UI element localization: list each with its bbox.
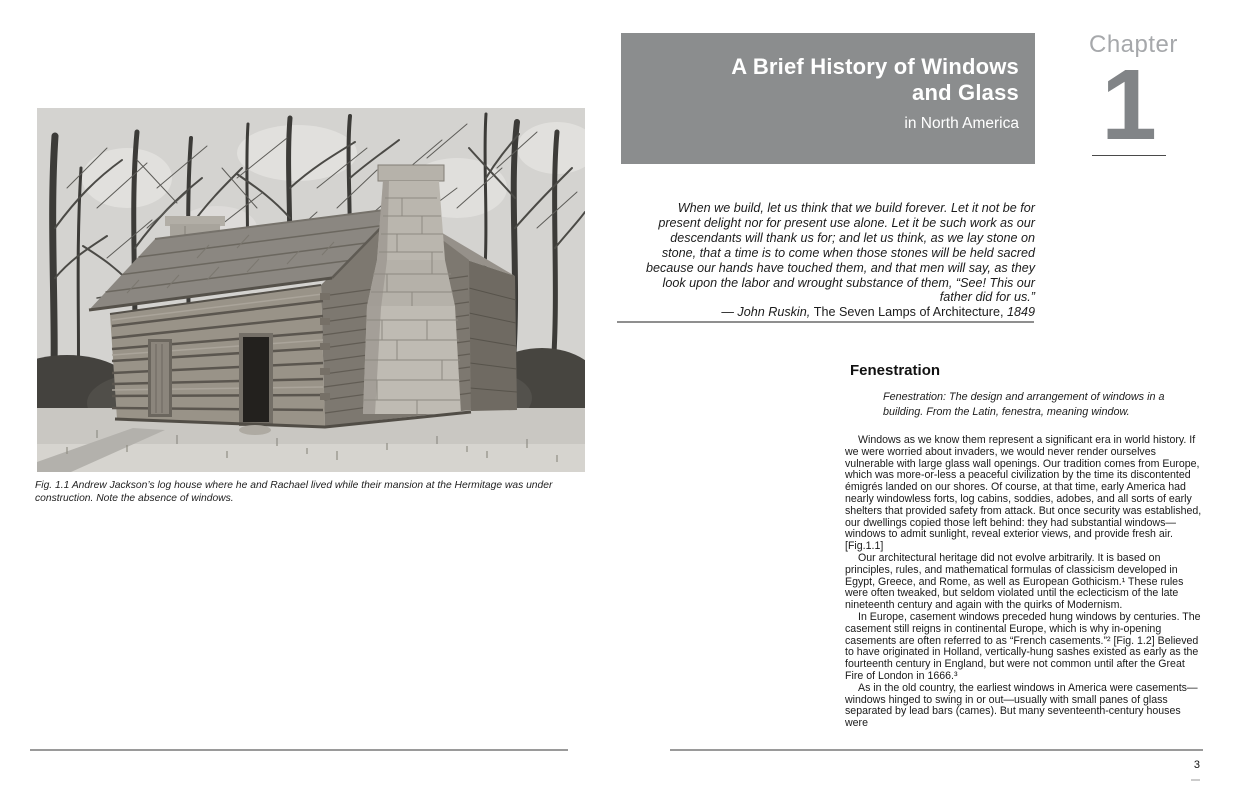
epigraph-attribution-year: 1849	[1006, 305, 1035, 320]
body-paragraph: Windows as we know them represent a significant era in world history. If we were worried about invaders, we would never render ourselves vulnerable with large glass wall openings. Our tradition comes from Europe, which was more-or-less a peaceful civilization by the time its discontented émigrés landed on our shores. Of course, at that time, early America had nearly windowless forts, log cabins, soddies, adobes, and all sorts of early shelters that provided safety from attack. But once security was established, our dwellings copied those left behind: they had substantial windows—windows to admit sunlight, reveal exterior views, and provide fresh air. [Fig.1.1]	[845, 434, 1202, 553]
chapter-title-line1: A Brief History of Windows	[731, 54, 1019, 79]
chapter-label: Chapter	[1089, 31, 1178, 58]
page-number-dash	[1191, 779, 1200, 781]
epigraph-rule	[617, 321, 1034, 323]
epigraph-text: When we build, let us think that we build forever. Let it not be for present delight nor for present use alone. Let it be such work as our descendants will thank us for; and let us think, as we lay stone on stone, that a time is to come when those stones will be held sacred because our hands have touched them, and that men will say, as they look upon the labor and wrought substance of them, “See! This our father did for us.”	[645, 201, 1035, 305]
epigraph-attribution-work: The Seven Lamps of Architecture,	[813, 305, 1007, 320]
page-number: 3	[1193, 759, 1200, 771]
main-text-column	[845, 362, 1205, 730]
chapter-number-block	[1089, 31, 1178, 161]
fenestration-definition: Fenestration: The design and arrangement of windows in a building. From the Latin, fenestra, meaning window.	[883, 391, 1165, 418]
chapter-number: 1	[1101, 49, 1157, 161]
body-paragraph: Our architectural heritage did not evolve arbitrarily. It is based on principles, rules, and mathematical formulas of classicism developed in Egypt, Greece, and Rome, as well as European Gothicism.¹ These rules were often tweaked, but seldom violated until the eclecticism of the late nineteenth century and again with the quirks of Modernism.	[845, 551, 1184, 612]
chapter-subtitle: in North America	[904, 115, 1019, 132]
chapter-title-box	[621, 33, 1035, 164]
body-paragraph: As in the old country, the earliest windows in America were casements—windows hinged to swing in or out—usually with small panes of glass separated by lead bars (cames). But many seventeenth-century houses were	[845, 681, 1198, 730]
section-heading: Fenestration	[850, 362, 941, 379]
chapter-title-line2: and Glass	[912, 80, 1019, 105]
body-paragraph: In Europe, casement windows preceded hung windows by centuries. The casement still reigns in continental Europe, which is why in-opening casements are often referred to as “French casements.”² [Fig. 1.2] Believed to have originated in Holland, vertically-hung sashes existed as early as the fourteenth century in England, but were not common until after the Great Fire of London in 1666.³	[845, 610, 1201, 682]
epigraph-attribution-name: — John Ruskin,	[721, 305, 814, 320]
right-page-footer-rule	[670, 749, 1203, 751]
epigraph-quote	[645, 201, 1035, 320]
left-page-footer-rule	[30, 749, 568, 751]
figure-photo	[37, 108, 585, 472]
figure-caption: Fig. 1.1 Andrew Jackson’s log house where he and Rachael lived while their mansion at the Hermitage was under construction. Note the absence of windows.	[35, 480, 553, 504]
